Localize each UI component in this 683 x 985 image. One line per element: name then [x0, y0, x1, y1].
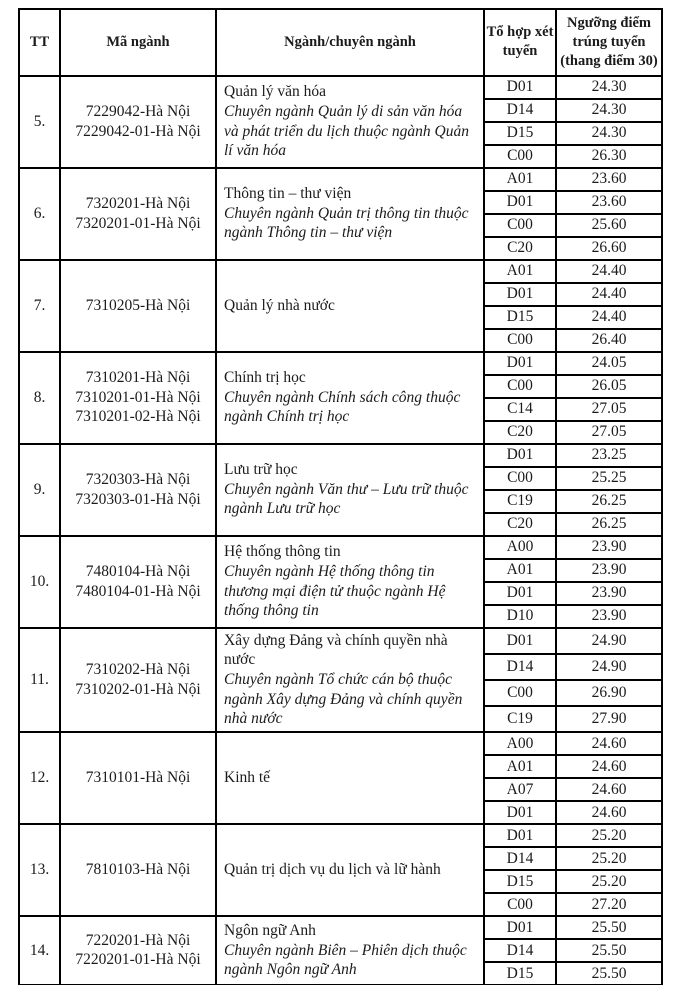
table-row [19, 916, 662, 939]
major-name: Ngôn ngữ Anh [224, 921, 316, 939]
major-code: 7310201-Hà Nội [85, 369, 191, 387]
combo-code-cell: D01 [484, 801, 556, 824]
score-cell: 23.90 [556, 559, 662, 582]
combo-code-cell: C00 [484, 375, 556, 398]
major-code: 7310101-Hà Nội [85, 769, 191, 787]
major-name: Quản lý nhà nước [224, 296, 335, 314]
major-code: 7220201-01-Hà Nội [75, 951, 201, 969]
score-cell: 24.90 [556, 628, 662, 654]
major-code-cell [60, 352, 216, 444]
combo-code-cell: D15 [484, 306, 556, 329]
major-code: 7310201-02-Hà Nội [75, 408, 201, 426]
admission-scores-table [18, 8, 663, 985]
score-cell: 26.40 [556, 329, 662, 352]
combo-code-cell: D01 [484, 444, 556, 467]
major-code: 7310201-01-Hà Nội [75, 388, 201, 406]
score-cell: 24.40 [556, 260, 662, 283]
combo-code-cell: A00 [484, 732, 556, 755]
combo-code-cell: D01 [484, 191, 556, 214]
header-score: Ngưỡng điểm trúng tuyển (thang điểm 30) [556, 9, 662, 76]
row-number-cell: 14. [19, 916, 60, 985]
score-cell: 25.25 [556, 467, 662, 490]
specialization-text: Chuyên ngành Văn thư – Lưu trữ thuộc ngành Lưu trữ học [224, 480, 469, 518]
major-name: Lưu trữ học [224, 461, 298, 479]
combo-code-cell: D14 [484, 939, 556, 962]
specialization-text: Chuyên ngành Quản trị thông tin thuộc ngành Thông tin – thư viện [224, 204, 469, 242]
major-code-cell [60, 76, 216, 168]
score-cell: 24.30 [556, 99, 662, 122]
score-cell: 23.60 [556, 191, 662, 214]
major-code-cell [60, 444, 216, 536]
combo-code-cell: D14 [484, 654, 556, 680]
score-cell: 25.20 [556, 870, 662, 893]
table-row [19, 444, 662, 467]
score-cell: 24.60 [556, 778, 662, 801]
specialization-text: Chuyên ngành Quản lý di sản văn hóa và phát triển du lịch thuộc ngành Quản lí văn hóa [224, 102, 469, 160]
major-code: 7320303-01-Hà Nội [75, 490, 201, 508]
score-cell: 23.60 [556, 168, 662, 191]
score-cell: 24.60 [556, 755, 662, 778]
score-cell: 26.90 [556, 680, 662, 706]
score-cell: 26.25 [556, 513, 662, 536]
major-name: Quản lý văn hóa [224, 83, 327, 101]
score-cell: 24.40 [556, 306, 662, 329]
table-row [19, 168, 662, 191]
major-name-cell [216, 916, 484, 985]
combo-code-cell: D14 [484, 99, 556, 122]
combo-code-cell: A07 [484, 778, 556, 801]
score-cell: 25.20 [556, 847, 662, 870]
major-code: 7320303-Hà Nội [85, 470, 191, 488]
row-number-cell: 10. [19, 536, 60, 628]
combo-code-cell: D15 [484, 870, 556, 893]
score-cell: 23.25 [556, 444, 662, 467]
combo-code-cell: A01 [484, 168, 556, 191]
major-name: Thông tin – thư viện [224, 185, 352, 203]
combo-code-cell: D15 [484, 962, 556, 985]
major-code: 7220201-Hà Nội [85, 931, 191, 949]
combo-code-cell: D01 [484, 76, 556, 99]
major-code-cell [60, 824, 216, 916]
score-cell: 23.90 [556, 536, 662, 559]
score-cell: 27.90 [556, 706, 662, 732]
major-name-cell [216, 76, 484, 168]
score-cell: 24.30 [556, 122, 662, 145]
major-name-cell [216, 168, 484, 260]
major-code-cell [60, 628, 216, 732]
score-cell: 27.20 [556, 893, 662, 916]
table-row [19, 824, 662, 847]
combo-code-cell: C20 [484, 421, 556, 444]
major-code: 7320201-Hà Nội [85, 194, 191, 212]
score-cell: 24.40 [556, 283, 662, 306]
table-row [19, 76, 662, 99]
combo-code-cell: D01 [484, 824, 556, 847]
major-code: 7310202-Hà Nội [85, 661, 191, 679]
header-combo: Tổ hợp xét tuyển [484, 9, 556, 76]
combo-code-cell: A01 [484, 755, 556, 778]
score-cell: 23.90 [556, 582, 662, 605]
combo-code-cell: C00 [484, 329, 556, 352]
major-code: 7480104-01-Hà Nội [75, 582, 201, 600]
score-cell: 25.50 [556, 939, 662, 962]
row-number-cell: 8. [19, 352, 60, 444]
major-code: 7229042-01-Hà Nội [75, 122, 201, 140]
table-row [19, 536, 662, 559]
major-name: Kinh tế [224, 769, 271, 787]
table-row [19, 260, 662, 283]
specialization-text: Chuyên ngành Tổ chức cán bộ thuộc ngành Xây dựng Đảng và chính quyền nhà nước [224, 670, 463, 728]
major-code-cell [60, 168, 216, 260]
combo-code-cell: A00 [484, 536, 556, 559]
combo-code-cell: D14 [484, 847, 556, 870]
table-row [19, 352, 662, 375]
combo-code-cell: C00 [484, 214, 556, 237]
major-name-cell [216, 444, 484, 536]
major-code: 7310202-01-Hà Nội [75, 680, 201, 698]
major-name-cell [216, 628, 484, 732]
major-name: Hệ thống thông tin [224, 543, 341, 561]
combo-code-cell: C20 [484, 513, 556, 536]
major-code: 7480104-Hà Nội [85, 562, 191, 580]
score-cell: 24.05 [556, 352, 662, 375]
score-cell: 25.50 [556, 916, 662, 939]
score-cell: 26.30 [556, 145, 662, 168]
combo-code-cell: C20 [484, 237, 556, 260]
major-name: Chính trị học [224, 369, 306, 387]
score-cell: 27.05 [556, 398, 662, 421]
combo-code-cell: C00 [484, 893, 556, 916]
combo-code-cell: C00 [484, 680, 556, 706]
header-major-name: Ngành/chuyên ngành [216, 9, 484, 76]
major-code: 7320201-01-Hà Nội [75, 214, 201, 232]
score-cell: 26.25 [556, 490, 662, 513]
header-tt: TT [19, 9, 60, 76]
major-name-cell [216, 824, 484, 916]
score-cell: 24.60 [556, 801, 662, 824]
major-name: Xây dựng Đảng và chính quyền nhà nước [224, 631, 448, 669]
combo-code-cell: D15 [484, 122, 556, 145]
row-number-cell: 13. [19, 824, 60, 916]
major-name-cell [216, 536, 484, 628]
combo-code-cell: D01 [484, 283, 556, 306]
combo-code-cell: A01 [484, 260, 556, 283]
header-major-code: Mã ngành [60, 9, 216, 76]
major-code-cell [60, 732, 216, 824]
combo-code-cell: C00 [484, 467, 556, 490]
major-code-cell [60, 260, 216, 352]
combo-code-cell: D01 [484, 628, 556, 654]
row-number-cell: 12. [19, 732, 60, 824]
score-cell: 24.90 [556, 654, 662, 680]
combo-code-cell: D01 [484, 582, 556, 605]
score-cell: 26.05 [556, 375, 662, 398]
major-code: 7810103-Hà Nội [85, 861, 191, 879]
combo-code-cell: D10 [484, 605, 556, 628]
major-code-cell [60, 916, 216, 985]
major-code: 7229042-Hà Nội [85, 102, 191, 120]
combo-code-cell: C14 [484, 398, 556, 421]
combo-code-cell: A01 [484, 559, 556, 582]
major-code: 7310205-Hà Nội [85, 296, 191, 314]
row-number-cell: 6. [19, 168, 60, 260]
specialization-text: Chuyên ngành Hệ thống thông tin thương mại điện tử thuộc ngành Hệ thống thông tin [224, 562, 446, 620]
row-number-cell: 9. [19, 444, 60, 536]
row-number-cell: 5. [19, 76, 60, 168]
score-cell: 26.60 [556, 237, 662, 260]
score-cell: 23.90 [556, 605, 662, 628]
score-cell: 25.50 [556, 962, 662, 985]
specialization-text: Chuyên ngành Biên – Phiên dịch thuộc ngành Ngôn ngữ Anh [224, 941, 467, 979]
combo-code-cell: C00 [484, 145, 556, 168]
score-cell: 24.60 [556, 732, 662, 755]
table-body [19, 76, 662, 985]
score-cell: 24.30 [556, 76, 662, 99]
major-name-cell [216, 352, 484, 444]
major-name: Quản trị dịch vụ du lịch và lữ hành [224, 861, 441, 879]
combo-code-cell: C19 [484, 490, 556, 513]
row-number-cell: 11. [19, 628, 60, 732]
row-number-cell: 7. [19, 260, 60, 352]
combo-code-cell: C19 [484, 706, 556, 732]
table-row [19, 628, 662, 654]
combo-code-cell: D01 [484, 916, 556, 939]
combo-code-cell: D01 [484, 352, 556, 375]
major-code-cell [60, 536, 216, 628]
specialization-text: Chuyên ngành Chính sách công thuộc ngành Chính trị học [224, 388, 461, 426]
table-header-row [19, 9, 662, 76]
score-cell: 27.05 [556, 421, 662, 444]
score-cell: 25.60 [556, 214, 662, 237]
major-name-cell [216, 260, 484, 352]
major-name-cell [216, 732, 484, 824]
score-cell: 25.20 [556, 824, 662, 847]
table-row [19, 732, 662, 755]
